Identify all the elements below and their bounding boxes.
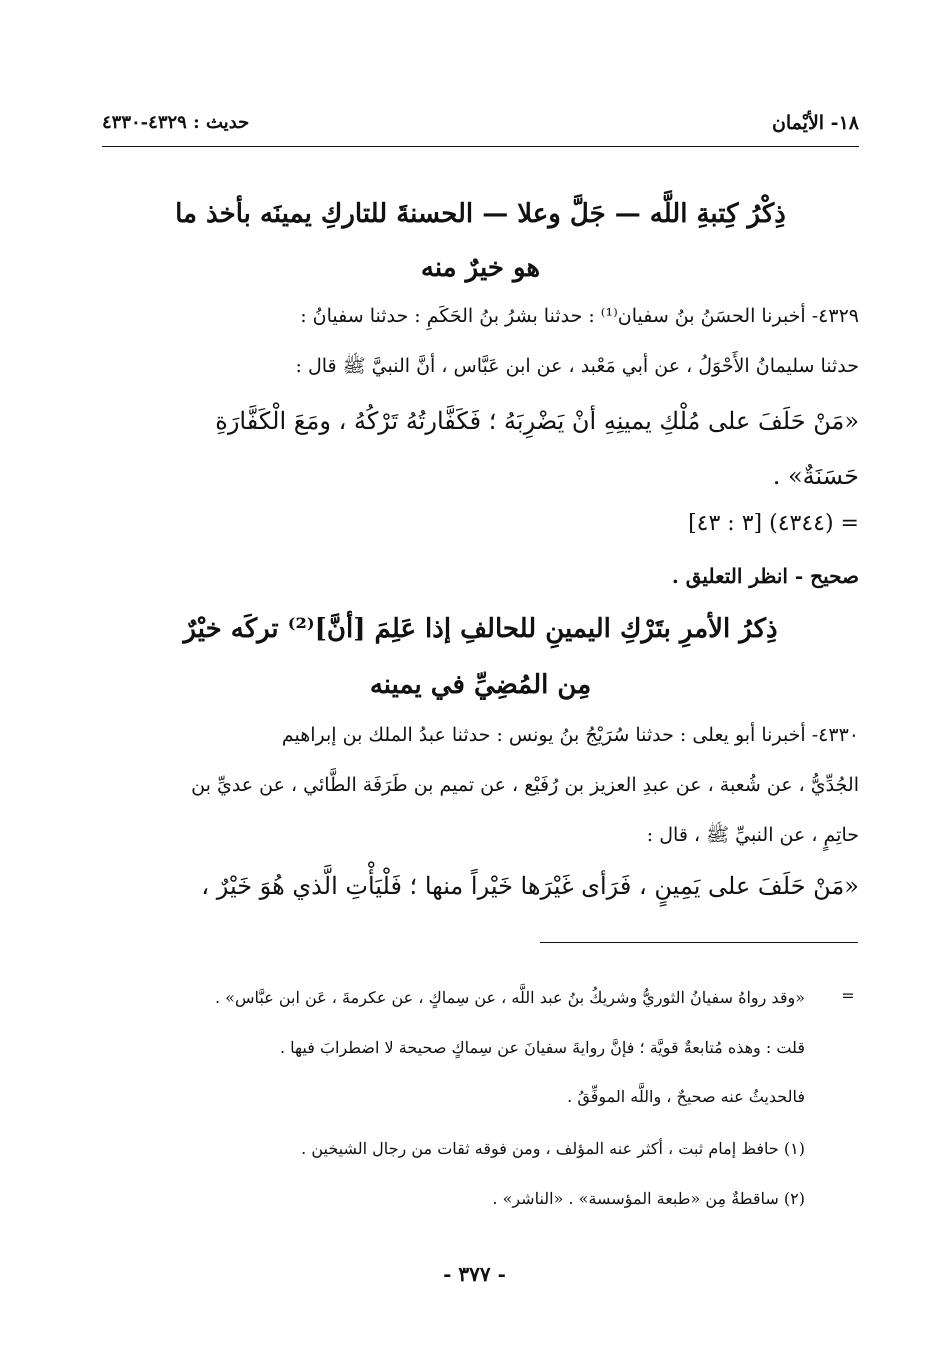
footnote-2: (٢) ساقطةٌ مِن «طبعة المؤسسة» . «الناشر» . bbox=[492, 1189, 805, 1208]
header-rule bbox=[102, 146, 859, 147]
section-title-2-line-1: ذِكرُ الأمرِ بتَرْكِ اليمينِ للحالفِ إذا عَلِمَ [أنَّ]⁽²⁾ تركَه خيْرٌ bbox=[183, 614, 778, 644]
footnote-separator bbox=[540, 942, 858, 943]
hadith-range: حديث : ٤٣٢٩-٤٣٣٠ bbox=[102, 112, 250, 133]
hadith-4329-isnad-line-2: حدثنا سليمانُ الأَحْوَلُ ، عن أبي مَعْبد ، عن ابن عَبَّاس ، أنَّ النبيَّ ﷺ قال : bbox=[295, 355, 859, 377]
hadith-4330-matn-line-1: «مَنْ حَلَفَ على يَمِينٍ ، فَرَأى غَيْرَها خَيْراً منها ؛ فَلْيَأْتِ الَّذي هُوَ خَيْرٌ ، bbox=[201, 872, 859, 900]
hadith-4329-isnad-line-1: ٤٣٢٩- أخبرنا الحسَنُ بنُ سفيان⁽¹⁾ : حدثنا بشرُ بنُ الحَكَمِ : حدثنا سفيانُ : bbox=[300, 305, 859, 327]
footnote-continuation-marker: = bbox=[841, 986, 855, 1005]
cross-reference: = (٤٣٤٤) [٣ : ٤٣] bbox=[688, 511, 859, 536]
section-title-2-line-2: مِن المُضِيِّ في يمينه bbox=[369, 670, 592, 700]
section-title-1-line-2: هو خيرٌ منه bbox=[420, 253, 541, 283]
running-header bbox=[102, 112, 859, 144]
footnote-continuation-line-3: فالحديثُ عنه صحيحٌ ، واللَّه الموفِّقُ . bbox=[567, 1087, 805, 1106]
section-title-1-line-1: ذِكْرُ كِتبةِ اللَّه — جَلَّ وعلا — الحسنةَ للتاركِ يمينَه بأخذ ما bbox=[175, 199, 786, 229]
hadith-4330-isnad-line-2: الجُدِّيُّ ، عن شُعبة ، عن عبدِ العزيز بن رُفَيْع ، عن تميم بن طَرَفَة الطَّائي ، عن عديِّ بن bbox=[191, 774, 859, 796]
page-number: - ٣٧٧ - bbox=[443, 1262, 506, 1286]
hadith-4330-isnad-line-1: ٤٣٣٠- أخبرنا أبو يعلى : حدثنا سُرَيْجُ بنُ يونس : حدثنا عبدُ الملك بن إبراهيم bbox=[281, 724, 859, 746]
chapter-name: ١٨- الأيْمان bbox=[771, 112, 859, 134]
footnote-continuation-line-1: «وقد رواهُ سفيانُ الثوريُّ وشريكُ بنُ عبد اللَّه ، عن سِماكٍ ، عن عكرمةَ ، عَن ابن عبَّاس» . bbox=[215, 988, 805, 1007]
footnote-1: (١) حافظ إمام ثبت ، أكثر عنه المؤلف ، ومن فوقه ثقات من رجال الشيخين . bbox=[301, 1139, 805, 1158]
hadith-4330-isnad-line-3: حاتِمٍ ، عن النبيِّ ﷺ ، قال : bbox=[646, 824, 859, 846]
footnote-continuation-line-2: قلت : وهذه مُتابعةٌ قويَّة ؛ فإنَّ روايةَ سفيانَ عن سِماكٍ صحيحة لا اضطرابَ فيها . bbox=[279, 1038, 805, 1057]
hadith-4329-matn-line-2: حَسَنَةٌ» . bbox=[772, 462, 859, 490]
hadith-grade: صحيح - انظر التعليق . bbox=[671, 564, 859, 588]
hadith-4329-matn-line-1: «مَنْ حَلَفَ على مُلْكِ يمينِهِ أنْ يَضْرِبَهُ ؛ فَكَفَّارتُهُ تَرْكُهُ ، ومَعَ الْكَفَّارَةِ bbox=[215, 407, 859, 435]
